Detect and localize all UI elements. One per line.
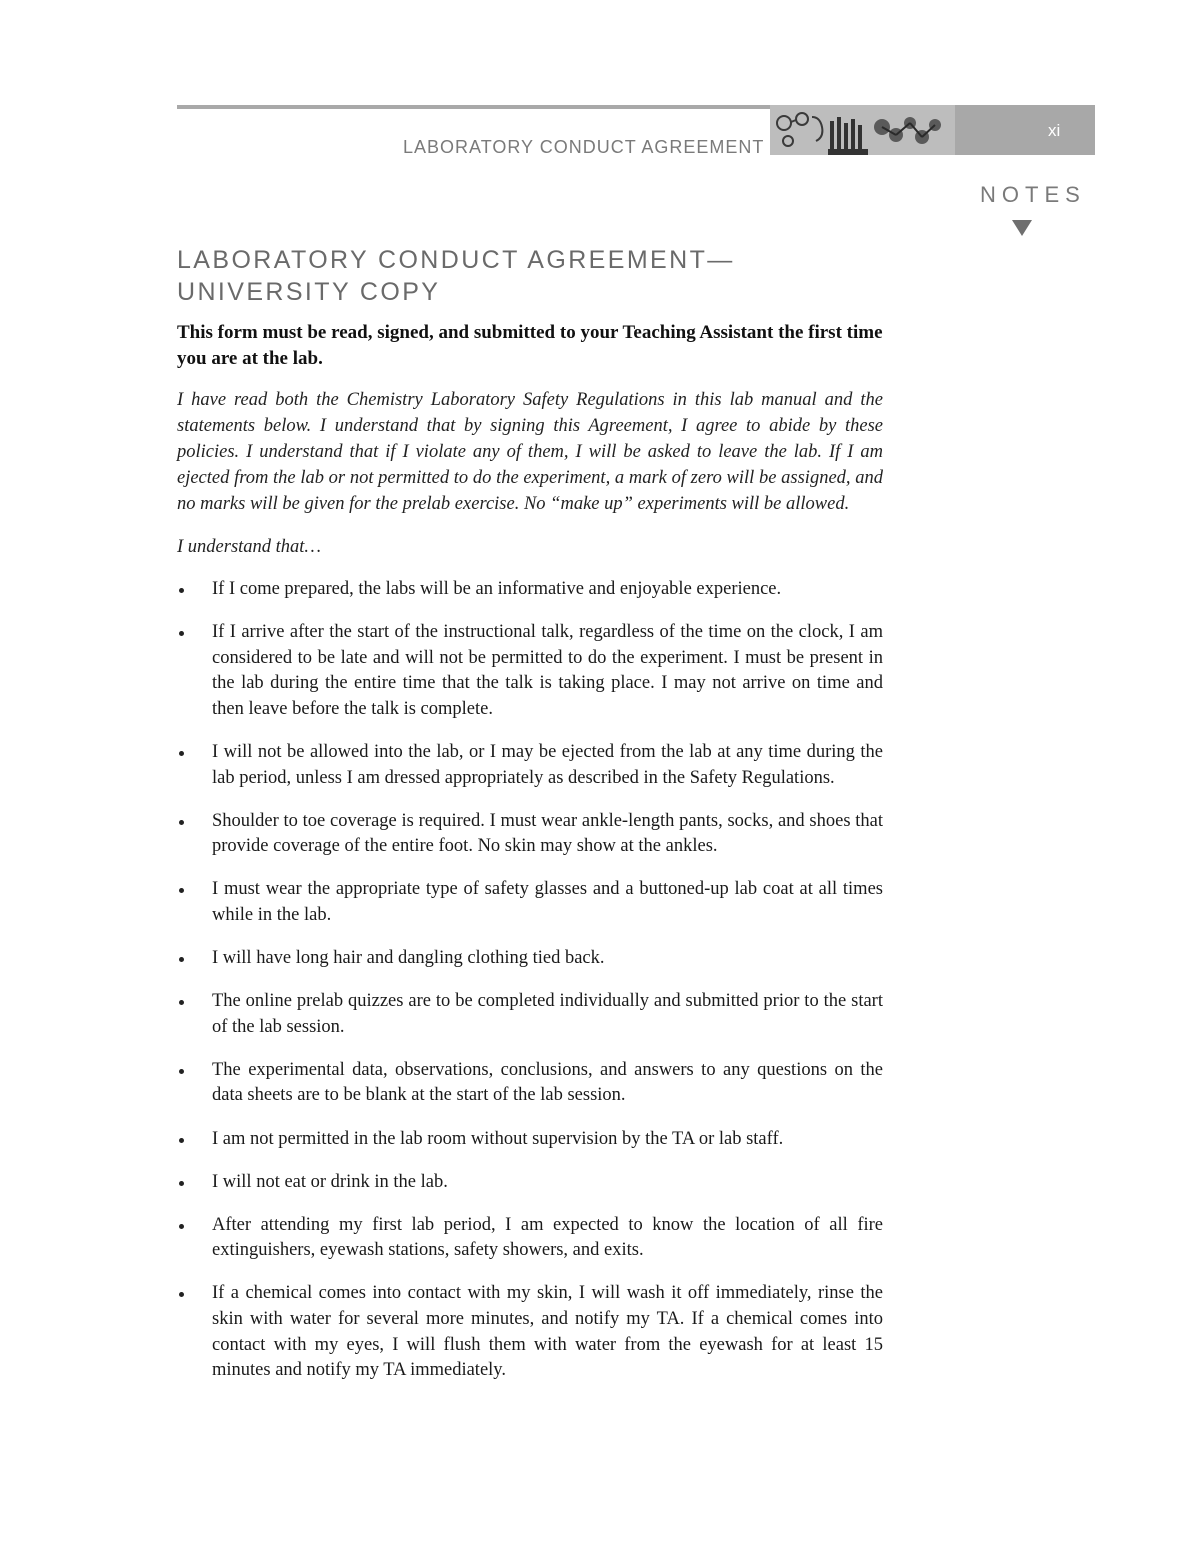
down-arrow-icon <box>1012 220 1032 236</box>
main-content <box>177 244 883 1401</box>
list-item <box>177 1213 883 1264</box>
list-item <box>177 1127 883 1153</box>
list-item-text: The online prelab quizzes are to be completed individually and submitted prior to the start of the lab session. <box>212 991 883 1037</box>
bullet-icon <box>179 1138 184 1143</box>
understand-label: I understand that… <box>177 537 321 557</box>
running-head: LABORATORY CONDUCT AGREEMENT <box>403 137 765 157</box>
bullet-icon <box>179 888 184 893</box>
page-number: xi <box>1048 121 1061 140</box>
bullet-icon <box>179 1000 184 1005</box>
bullet-icon <box>179 1292 184 1297</box>
list-item <box>177 809 883 860</box>
list-item <box>177 946 883 972</box>
bullet-icon <box>179 820 184 825</box>
lab-equipment-image <box>770 105 1095 155</box>
page-title: LABORATORY CONDUCT AGREEMENT—UNIVERSITY COPY <box>177 246 735 306</box>
list-item <box>177 1170 883 1196</box>
list-item-text: I will have long hair and dangling clothing tied back. <box>212 948 605 969</box>
list-item-text: The experimental data, observations, conclusions, and answers to any questions on the data sheets are to be blank at the start of the lab session. <box>212 1059 883 1106</box>
bullet-icon <box>179 588 184 593</box>
list-item-text: If a chemical comes into contact with my skin, I will wash it off immediately, rinse the skin with water for several more minutes, and notify my TA. If a chemical comes into contact with my eyes, I will flush them with water from the eyewash for at least 15 minutes and notify my TA immediately. <box>212 1283 883 1381</box>
list-item <box>177 877 883 928</box>
list-item-text: I will not be allowed into the lab, or I may be ejected from the lab at any time during the lab period, unless I am dressed appropriately as described in the Safety Regulations. <box>212 741 883 788</box>
notes-label: NOTES <box>980 182 1086 207</box>
bullet-icon <box>179 631 184 636</box>
agreement-list <box>177 577 883 1384</box>
bullet-icon <box>179 1224 184 1229</box>
list-item-text: I must wear the appropriate type of safety glasses and a buttoned-up lab coat at all times while in the lab. <box>212 879 883 925</box>
list-item-text: If I come prepared, the labs will be an informative and enjoyable experience. <box>212 579 782 599</box>
list-item-text: I am not permitted in the lab room without supervision by the TA or lab staff. <box>212 1128 784 1149</box>
list-item <box>177 1058 883 1109</box>
list-item-text: I will not eat or drink in the lab. <box>212 1171 448 1192</box>
list-item-text: Shoulder to toe coverage is required. I must wear ankle-length pants, socks, and shoes that provide coverage of the entire foot. No skin may show at the ankles. <box>212 810 883 857</box>
bullet-icon <box>179 1181 184 1186</box>
list-item-text: If I arrive after the start of the instructional talk, regardless of the time on the clock, I am considered to be late and will not be permitted to do the experiment. I must be present in the lab during the entire time that the talk is taking place. I may not arrive on time and then leave before the talk is complete. <box>212 622 883 719</box>
header-band <box>770 105 1095 155</box>
list-item <box>177 1281 883 1383</box>
list-item <box>177 577 883 603</box>
list-item-text: After attending my first lab period, I am expected to know the location of all fire extinguishers, eyewash stations, safety showers, and exits. <box>212 1214 883 1261</box>
bullet-icon <box>179 957 184 962</box>
list-item <box>177 740 883 791</box>
list-item <box>177 620 883 722</box>
agreement-intro: I have read both the Chemistry Laboratory Safety Regulations in this lab manual and the statements below. I understand that by signing this Agreement, I agree to abide by these policies. I understand that if I violate any of them, I will be asked to leave the lab. If I am ejected from the lab or not permitted to do the experiment, a mark of zero will be assigned, and no marks will be given for the prelab exercise. No “make up” experiments will be allowed. <box>177 390 883 514</box>
bullet-icon <box>179 751 184 756</box>
list-item <box>177 989 883 1040</box>
instruction-text: This form must be read, signed, and submitted to your Teaching Assistant the first time you are at the lab. <box>177 322 883 369</box>
bullet-icon <box>179 1069 184 1074</box>
